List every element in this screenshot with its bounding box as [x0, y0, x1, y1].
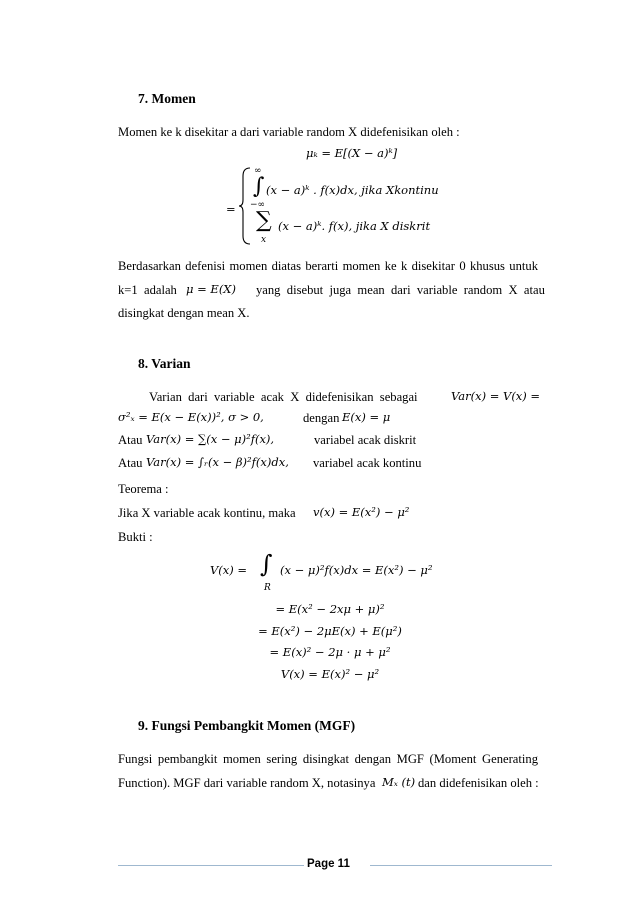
varian-def-line-2-math2: E(x) = μ [342, 410, 391, 424]
proof-integral-subscript: R [264, 583, 271, 593]
atau-kontinu-text: variabel acak kontinu [313, 456, 422, 470]
integral-sign: ∫ [253, 174, 265, 199]
atau-kontinu-math: Var(x) = ∫ᵣ(x − β)²f(x)dx, [146, 455, 289, 469]
atau-diskrit-label: Atau [118, 433, 143, 447]
momen-paragraph-line-2-b: yang disebut juga mean dari variable random X atau [256, 283, 545, 297]
integral-upper-limit: ∞ [254, 166, 262, 176]
varian-def-line-2-math: σ²ₓ = E(x − E(x))², σ > 0, [118, 410, 264, 424]
proof-step-4: V(x) = E(x)² − μ² [280, 667, 380, 681]
page-number: Page 11 [307, 858, 350, 870]
teorema-label: Teorema : [118, 482, 169, 496]
integral-lower-limit: −∞ [250, 200, 266, 210]
momen-paragraph-line-3: disingkat dengan mean X. [118, 306, 250, 320]
mgf-line-2-a: Function). MGF dari variable random X, notasinya [118, 776, 376, 790]
atau-kontinu-label: Atau [118, 456, 143, 470]
momen-formula: μₖ = E[(X − a)ᵏ] [306, 146, 398, 160]
varian-def-line-1-a: Varian dari variable acak X didefenisikan sebagai [149, 390, 418, 404]
atau-diskrit-math: Var(x) = ∑(x − μ)²f(x), [146, 432, 275, 446]
sum-subscript: x [261, 235, 267, 245]
momen-paragraph-line-1: Berdasarkan defenisi momen diatas berarti momen ke k disekitar 0 khusus untuk [118, 259, 538, 273]
teorema-statement: Jika X variable acak kontinu, maka [118, 506, 296, 520]
proof-lhs: V(x) = [210, 563, 248, 577]
proof-step-3: = E(x)² − 2μ · μ + μ² [269, 645, 391, 659]
proof-rhs: (x − μ)²f(x)dx = E(x²) − μ² [280, 563, 433, 577]
case-discrete: (x − a)ᵏ. f(x), jika X diskrit [278, 219, 431, 233]
section-heading-varian: 8. Varian [138, 356, 191, 371]
momen-paragraph-line-2-a: k=1 adalah [118, 283, 177, 297]
footer-rule-right [370, 865, 552, 866]
teorema-statement-math: v(x) = E(x²) − μ² [313, 505, 410, 519]
mgf-line-2-math: Mₓ (t) [382, 775, 416, 789]
mgf-line-2-b: dan didefenisikan oleh : [418, 776, 539, 790]
proof-step-2: = E(x²) − 2μE(x) + E(μ²) [258, 624, 402, 638]
cases-equals: = [226, 202, 236, 216]
section-heading-momen: 7. Momen [138, 91, 196, 106]
section-heading-mgf: 9. Fungsi Pembangkit Momen (MGF) [138, 718, 356, 733]
proof-integral-sign: ∫ [260, 550, 273, 578]
momen-paragraph-line-2-math: μ = E(X) [186, 282, 236, 296]
case-continuous: (x − a)ᵏ . f(x)dx, jika Xkontinu [266, 183, 439, 197]
proof-step-1: = E(x² − 2xμ + μ)² [275, 602, 385, 616]
bukti-label: Bukti : [118, 530, 153, 544]
sum-sign: ∑ [256, 208, 272, 233]
mgf-line-1: Fungsi pembangkit momen sering disingkat dengan MGF (Moment Generating [118, 752, 538, 766]
varian-def-line-1-math: Var(x) = V(x) = [451, 389, 541, 403]
momen-intro: Momen ke k disekitar a dari variable random X didefenisikan oleh : [118, 125, 460, 139]
atau-diskrit-text: variabel acak diskrit [314, 433, 417, 447]
footer-rule-left [118, 865, 304, 866]
varian-def-line-2-dengan: dengan [303, 411, 340, 425]
